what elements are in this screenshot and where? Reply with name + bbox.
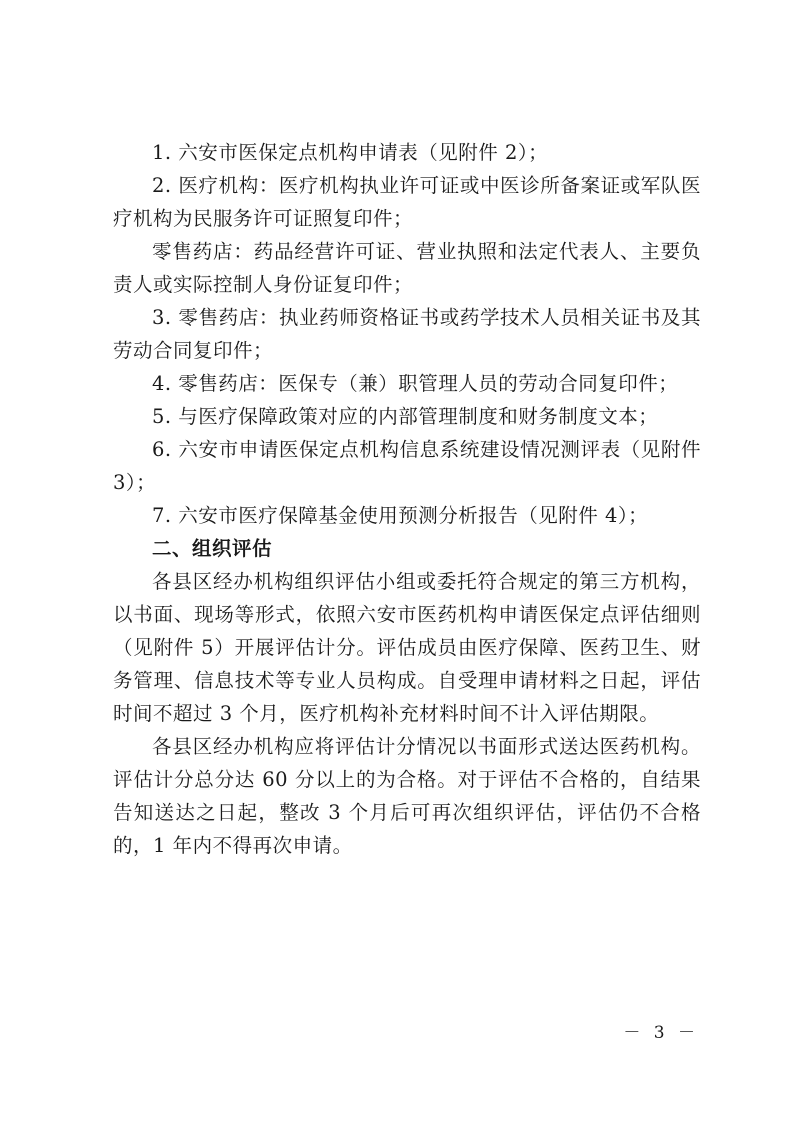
list-item-2: 2. 医疗机构：医疗机构执业许可证或中医诊所备案证或军队医疗机构为民服务许可证照复印件；: [113, 174, 701, 230]
list-item-1: 1. 六安市医保定点机构申请表（见附件 2）；: [152, 141, 549, 164]
list-item-4: 4. 零售药店：医保专（兼）职管理人员的劳动合同复印件；: [152, 372, 679, 395]
section-heading: 二、组织评估: [152, 537, 273, 560]
document-body: [113, 136, 701, 862]
body-paragraph-1: 各县区经办机构组织评估小组或委托符合规定的第三方机构，以书面、现场等形式，依照六安市医药机构申请医保定点评估细则（见附件 5）开展评估计分。评估成员由医疗保障、医药卫生、财务管理、信息技术等专业人员构成。自受理申请材料之日起，评估时间不超过 3 个月，医疗机构补充材料时间不计入评估期限。: [113, 570, 701, 725]
list-item-6: 6. 六安市申请医保定点机构信息系统建设情况测评表（见附件 3）；: [113, 438, 701, 494]
list-item-5: 5. 与医疗保障政策对应的内部管理制度和财务制度文本；: [152, 405, 659, 428]
list-item-2-retail: 零售药店：药品经营许可证、营业执照和法定代表人、主要负责人或实际控制人身份证复印件；: [113, 240, 701, 296]
list-item-7: 7. 六安市医疗保障基金使用预测分析报告（见附件 4）；: [152, 504, 649, 527]
body-paragraph-2: 各县区经办机构应将评估计分情况以书面形式送达医药机构。评估计分总分达 60 分以上的为合格。对于评估不合格的，自结果告知送达之日起，整改 3 个月后可再次组织评估，评估仍不合格的，1 年内不得再次申请。: [113, 735, 701, 857]
list-item-3: 3. 零售药店：执业药师资格证书或药学技术人员相关证书及其劳动合同复印件；: [113, 306, 701, 362]
page-number: － 3 －: [623, 1023, 699, 1043]
